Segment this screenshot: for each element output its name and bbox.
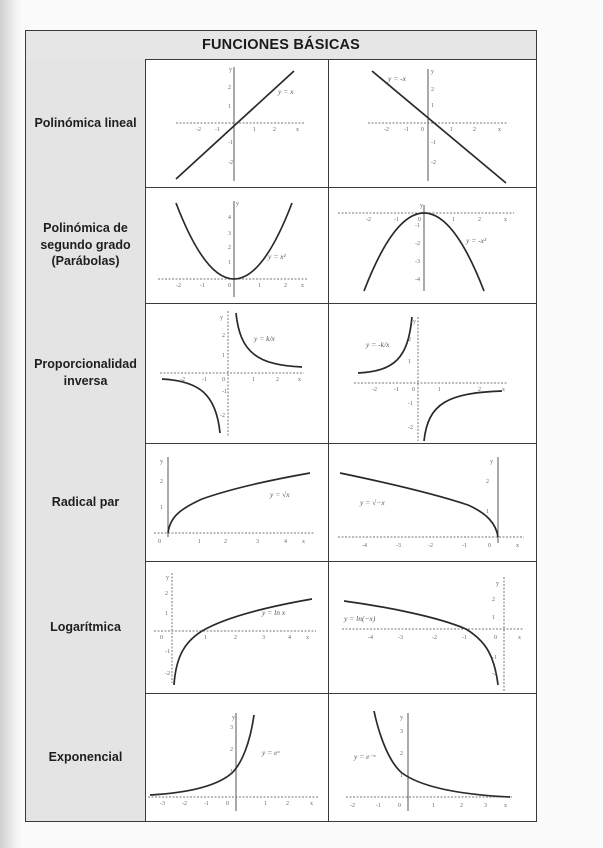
svg-text:-1: -1 [492, 655, 497, 661]
svg-text:-2: -2 [431, 160, 436, 166]
svg-text:-2: -2 [372, 387, 377, 393]
row-even-radical [26, 443, 536, 562]
svg-text:-1: -1 [408, 401, 413, 407]
row-label: Logarítmica [26, 561, 146, 693]
row-label: Exponencial [26, 693, 146, 821]
svg-text:x: x [310, 801, 313, 807]
graph-y-equals-ln-minus-x [328, 561, 538, 693]
svg-text:3: 3 [256, 539, 259, 545]
svg-text:-1: -1 [202, 377, 207, 383]
svg-text:y: y [496, 581, 499, 587]
svg-text:y = eˣ: y = eˣ [262, 748, 280, 757]
svg-text:1: 1 [165, 611, 168, 617]
scan-page-edge [0, 0, 22, 848]
svg-text:2: 2 [224, 539, 227, 545]
svg-text:1: 1 [252, 377, 255, 383]
svg-text:2: 2 [228, 245, 231, 251]
svg-text:y: y [160, 459, 163, 465]
svg-text:-2: -2 [176, 283, 181, 289]
svg-text:-2: -2 [428, 543, 433, 549]
svg-text:-4: -4 [362, 543, 367, 549]
svg-text:2: 2 [160, 479, 163, 485]
svg-text:-1: -1 [228, 140, 233, 146]
svg-text:y = -x²: y = -x² [466, 236, 487, 245]
svg-text:2: 2 [230, 747, 233, 753]
svg-text:-1: -1 [165, 649, 170, 655]
svg-text:y: y [236, 201, 239, 207]
table-title: FUNCIONES BÁSICAS [26, 31, 536, 60]
svg-text:-1: -1 [222, 389, 227, 395]
svg-text:1: 1 [452, 217, 455, 223]
svg-text:0: 0 [160, 635, 163, 641]
svg-text:2: 2 [460, 803, 463, 809]
svg-text:1: 1 [431, 103, 434, 109]
svg-text:2: 2 [222, 333, 225, 339]
svg-text:2: 2 [431, 87, 434, 93]
svg-text:1: 1 [492, 615, 495, 621]
svg-text:0: 0 [226, 801, 229, 807]
svg-text:y = -k/x: y = -k/x [366, 340, 390, 349]
svg-text:-2: -2 [182, 801, 187, 807]
svg-text:-1: -1 [462, 635, 467, 641]
svg-text:-2: -2 [432, 635, 437, 641]
svg-text:0: 0 [494, 635, 497, 641]
graph-y-equals-minus-x-squared [328, 187, 538, 303]
svg-text:0: 0 [222, 377, 225, 383]
svg-text:2: 2 [400, 751, 403, 757]
svg-text:4: 4 [228, 215, 231, 221]
svg-text:x: x [302, 539, 305, 545]
svg-text:-2: -2 [228, 160, 233, 166]
svg-text:1: 1 [258, 283, 261, 289]
svg-text:0: 0 [398, 803, 401, 809]
svg-text:y = k/x: y = k/x [254, 334, 275, 343]
svg-text:3: 3 [228, 231, 231, 237]
svg-text:2: 2 [273, 127, 276, 133]
svg-text:-2: -2 [384, 127, 389, 133]
svg-text:-2: -2 [350, 803, 355, 809]
svg-text:y = x: y = x [278, 87, 294, 96]
svg-text:-3: -3 [160, 801, 165, 807]
svg-text:1: 1 [253, 127, 256, 133]
graph-y-equals-minus-k-over-x [328, 303, 538, 443]
svg-text:1: 1 [228, 260, 231, 266]
svg-text:-1: -1 [200, 283, 205, 289]
svg-text:3: 3 [262, 635, 265, 641]
basic-functions-table [25, 30, 537, 822]
svg-text:y: y [400, 715, 403, 721]
svg-text:-2: -2 [415, 241, 420, 247]
graph-y-equals-sqrt-minus-x [328, 443, 538, 561]
graph-y-equals-x-squared [146, 187, 329, 303]
svg-text:y = ln x: y = ln x [262, 608, 286, 617]
svg-text:-1: -1 [215, 127, 220, 133]
svg-text:-2: -2 [165, 671, 170, 677]
svg-text:y: y [490, 459, 493, 465]
graph-y-equals-k-over-x [146, 303, 329, 443]
svg-text:2: 2 [478, 387, 481, 393]
svg-text:-3: -3 [398, 635, 403, 641]
graph-y-equals-e-to-x [146, 693, 329, 821]
svg-text:-1: -1 [415, 223, 420, 229]
svg-text:-4: -4 [368, 635, 373, 641]
svg-text:1: 1 [264, 801, 267, 807]
svg-text:-1: -1 [394, 387, 399, 393]
row-label: Radical par [26, 443, 146, 561]
svg-text:x: x [516, 543, 519, 549]
svg-text:x: x [296, 127, 299, 133]
graph-y-equals-e-to-minus-x [328, 693, 538, 821]
svg-text:3: 3 [400, 729, 403, 735]
svg-text:y = e⁻ˣ: y = e⁻ˣ [354, 752, 376, 761]
svg-text:0: 0 [418, 217, 421, 223]
row-quadratic [26, 187, 536, 304]
svg-text:0: 0 [488, 543, 491, 549]
svg-text:-1: -1 [376, 803, 381, 809]
svg-text:2: 2 [286, 801, 289, 807]
svg-text:0: 0 [412, 387, 415, 393]
svg-text:0: 0 [421, 127, 424, 133]
graph-y-equals-x [146, 59, 329, 187]
svg-text:y = ln(−x): y = ln(−x) [344, 614, 376, 623]
row-inverse-proportionality [26, 303, 536, 444]
svg-text:1: 1 [160, 505, 163, 511]
svg-text:2: 2 [165, 591, 168, 597]
svg-text:-2: -2 [408, 425, 413, 431]
graph-y-equals-ln-x [146, 561, 329, 693]
svg-text:3: 3 [230, 725, 233, 731]
svg-text:2: 2 [486, 479, 489, 485]
row-label: Proporcionalidad inversa [26, 303, 146, 443]
svg-text:-1: -1 [204, 801, 209, 807]
svg-text:x: x [518, 635, 521, 641]
svg-text:x: x [298, 377, 301, 383]
svg-text:y = -x: y = -x [388, 74, 406, 83]
svg-text:1: 1 [450, 127, 453, 133]
svg-text:-4: -4 [415, 277, 420, 283]
svg-text:y: y [420, 203, 423, 209]
svg-text:0: 0 [158, 539, 161, 545]
row-label: Polinómica de segundo grado (Parábolas) [26, 187, 146, 303]
svg-text:y: y [229, 67, 232, 73]
svg-text:1: 1 [228, 104, 231, 110]
svg-text:-2: -2 [196, 127, 201, 133]
svg-text:-2: -2 [366, 217, 371, 223]
svg-text:0: 0 [228, 283, 231, 289]
row-linear [26, 59, 536, 188]
row-exponential [26, 693, 536, 821]
svg-text:y = √−x: y = √−x [360, 498, 385, 507]
svg-text:-2: -2 [492, 671, 497, 677]
svg-text:1: 1 [438, 387, 441, 393]
svg-text:y: y [413, 319, 416, 325]
svg-text:-1: -1 [394, 217, 399, 223]
svg-text:-1: -1 [404, 127, 409, 133]
svg-text:1: 1 [400, 773, 403, 779]
svg-text:2: 2 [234, 635, 237, 641]
svg-text:-3: -3 [415, 259, 420, 265]
graph-y-equals-minus-x [328, 59, 538, 187]
svg-text:2: 2 [276, 377, 279, 383]
svg-text:x: x [301, 283, 304, 289]
svg-text:y = x²: y = x² [268, 252, 286, 261]
svg-text:1: 1 [486, 509, 489, 515]
row-logarithmic [26, 561, 536, 694]
svg-text:y: y [232, 715, 235, 721]
svg-text:2: 2 [408, 337, 411, 343]
svg-text:2: 2 [478, 217, 481, 223]
svg-text:-2: -2 [180, 377, 185, 383]
svg-text:4: 4 [288, 635, 291, 641]
svg-text:3: 3 [484, 803, 487, 809]
svg-text:y = √x: y = √x [270, 490, 290, 499]
svg-text:2: 2 [284, 283, 287, 289]
svg-text:2: 2 [492, 597, 495, 603]
svg-text:1: 1 [198, 539, 201, 545]
svg-text:1: 1 [204, 635, 207, 641]
svg-text:x: x [504, 217, 507, 223]
svg-text:1: 1 [408, 359, 411, 365]
svg-text:-3: -3 [396, 543, 401, 549]
graph-y-equals-sqrt-x [146, 443, 329, 561]
svg-text:x: x [504, 803, 507, 809]
svg-text:-2: -2 [220, 413, 225, 419]
svg-text:-1: -1 [431, 140, 436, 146]
svg-text:-1: -1 [462, 543, 467, 549]
svg-text:x: x [306, 635, 309, 641]
svg-text:4: 4 [284, 539, 287, 545]
svg-text:y: y [431, 69, 434, 75]
svg-text:x: x [502, 387, 505, 393]
svg-text:x: x [498, 127, 501, 133]
svg-text:1: 1 [230, 769, 233, 775]
row-label: Polinómica lineal [26, 59, 146, 187]
svg-text:2: 2 [473, 127, 476, 133]
svg-text:1: 1 [222, 353, 225, 359]
svg-text:1: 1 [432, 803, 435, 809]
svg-text:2: 2 [228, 85, 231, 91]
svg-text:y: y [166, 575, 169, 581]
svg-text:y: y [220, 315, 223, 321]
